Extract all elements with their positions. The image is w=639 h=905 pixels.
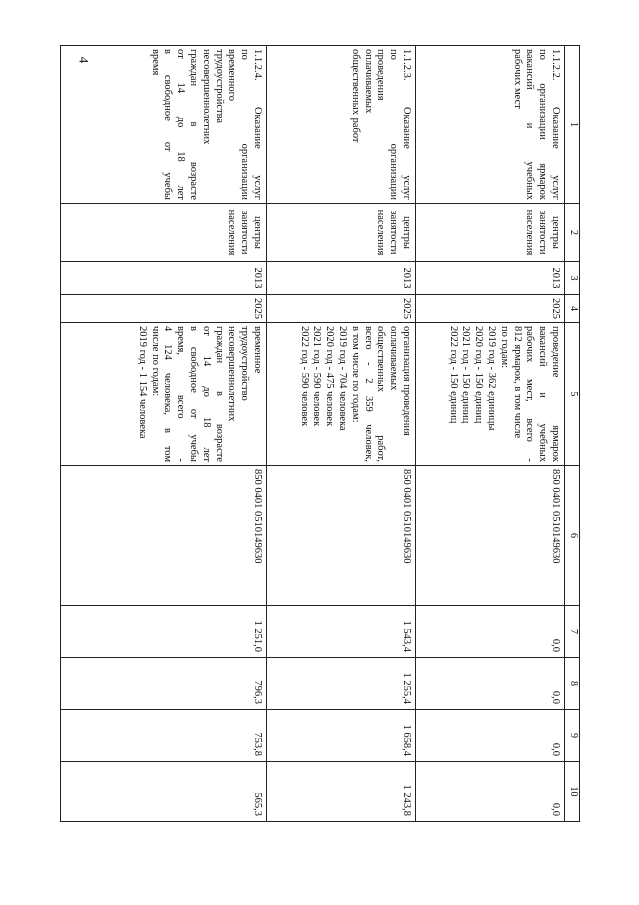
result-line: 2020 год - 150 единиц (473, 326, 485, 424)
end-year-cell: 2025 (61, 295, 267, 323)
activity-name-line: по организации (239, 49, 251, 200)
executor-cell (267, 204, 416, 262)
result-line: в свободное от учебы (188, 326, 200, 462)
activity-name-line: время (149, 49, 161, 76)
executor-cell (416, 204, 565, 262)
end-year-cell: 2025 (416, 295, 565, 323)
executor-line: населения (524, 209, 536, 256)
result-line: граждан в возрасте (213, 326, 225, 462)
header-col-7: 7 (565, 606, 580, 658)
funding-value: 1 658,4 (267, 710, 416, 762)
activity-name-line: оплачиваемых (362, 49, 374, 114)
funding-value: 1 243,8 (267, 762, 416, 822)
result-line: по годам: (498, 326, 510, 369)
result-line: 2020 год - 475 человек (324, 326, 336, 427)
budget-code-cell: 850 0401 0510149630 (416, 466, 565, 606)
expected-result-cell (416, 323, 565, 466)
header-col-8: 8 (565, 658, 580, 710)
header-col-1: 1 (565, 46, 580, 204)
header-col-10: 10 (565, 762, 580, 822)
result-line: 2022 год - 590 человек (298, 326, 310, 427)
executor-line: занятости (537, 210, 549, 255)
header-col-5: 5 (565, 323, 580, 466)
header-col-4: 4 (565, 295, 580, 323)
start-year-cell: 2013 (267, 262, 416, 295)
activity-name-line: в свободное от учебы (162, 49, 174, 200)
activity-name-line: от 14 до 18 лет (175, 49, 187, 200)
result-line: трудоустройство (239, 326, 251, 401)
result-line: несовершеннолетних (226, 326, 238, 422)
result-line: время, всего - (175, 326, 187, 462)
result-line: общественных работ, (375, 326, 387, 462)
funding-value: 0,0 (416, 762, 565, 822)
expected-result-cell (267, 323, 416, 466)
result-line: 2019 год - 1 154 человека (136, 326, 148, 439)
result-line: рабочих мест, всего - (524, 326, 536, 462)
end-year-cell: 2025 (267, 295, 416, 323)
activity-name-line: общественных работ (349, 49, 361, 143)
executor-line: занятости (239, 210, 251, 255)
rotated-page-content (60, 45, 580, 865)
result-line: 812 ярмарок, в том числе (511, 326, 523, 439)
table-row (267, 46, 416, 822)
start-year-cell: 2013 (416, 262, 565, 295)
result-line: 2019 год - 362 единицы (486, 326, 498, 431)
header-col-6: 6 (565, 466, 580, 606)
funding-value: 1 543,4 (267, 606, 416, 658)
activity-name-line: 1.1.2.2. Оказание услуг (550, 49, 561, 200)
activity-name-line: 1.1.2.3. Оказание услуг (401, 49, 412, 200)
executor-line: населения (226, 209, 238, 256)
activity-name-line: проведения (375, 49, 387, 101)
funding-value: 0,0 (416, 658, 565, 710)
header-col-9: 9 (565, 710, 580, 762)
result-line: 2019 год - 704 человека (337, 326, 349, 431)
activity-name-line: трудоустройства (213, 49, 225, 124)
funding-value: 0,0 (416, 606, 565, 658)
start-year-cell: 2013 (61, 262, 267, 295)
funding-value: 1 251,0 (61, 606, 267, 658)
page-number: 4 (76, 56, 92, 64)
header-col-3: 3 (565, 262, 580, 295)
result-line: числе по годам: (149, 326, 161, 397)
activity-name-line: временного (226, 49, 238, 101)
result-line: временное (252, 326, 263, 374)
executor-line: занятости (388, 210, 400, 255)
result-line: 2022 год - 150 единиц (447, 326, 459, 424)
budget-code-cell: 850 0401 0510149630 (61, 466, 267, 606)
result-line: вакансий и учебных (537, 326, 549, 462)
funding-value: 1 255,4 (267, 658, 416, 710)
result-line: оплачиваемых (388, 326, 400, 391)
activity-name-line: граждан в возрасте (188, 49, 200, 200)
executor-line: центры (401, 216, 412, 249)
executor-line: центры (550, 216, 561, 249)
result-line: 4 124 человека, в том (162, 326, 174, 462)
activity-name-line: по организации (388, 49, 400, 200)
result-line: от 14 до 18 лет (200, 326, 212, 462)
header-col-2: 2 (565, 204, 580, 262)
result-line: 2021 год - 150 единиц (460, 326, 472, 424)
funding-value: 565,3 (61, 762, 267, 822)
activity-name-cell (61, 46, 267, 204)
activity-name-line: 1.1.2.4. Оказание услуг (252, 49, 263, 200)
result-line: проведение ярмарок (550, 326, 561, 462)
activity-name-cell (416, 46, 565, 204)
executor-line: центры (252, 216, 263, 249)
activity-name-cell (267, 46, 416, 204)
activity-name-line: по организации ярмарок (537, 49, 549, 200)
result-line: в том числе по годам: (349, 326, 361, 423)
funding-value: 0,0 (416, 710, 565, 762)
expected-result-cell (61, 323, 267, 466)
executor-line: населения (375, 209, 387, 256)
activity-name-line: несовершеннолетних (200, 49, 212, 145)
executor-cell (61, 204, 267, 262)
program-activities-table (60, 45, 580, 822)
table-header-row (565, 46, 580, 822)
result-line: 2021 год - 590 человек (311, 326, 323, 427)
funding-value: 753,8 (61, 710, 267, 762)
budget-code-cell: 850 0401 0510149630 (267, 466, 416, 606)
funding-value: 796,3 (61, 658, 267, 710)
result-line: организация проведения (401, 326, 412, 436)
activity-name-line: рабочих мест (511, 49, 523, 109)
table-row (61, 46, 267, 822)
result-line: всего - 2 359 человек, (362, 326, 374, 462)
activity-name-line: вакансий и учебных (524, 49, 536, 200)
table-row (416, 46, 565, 822)
